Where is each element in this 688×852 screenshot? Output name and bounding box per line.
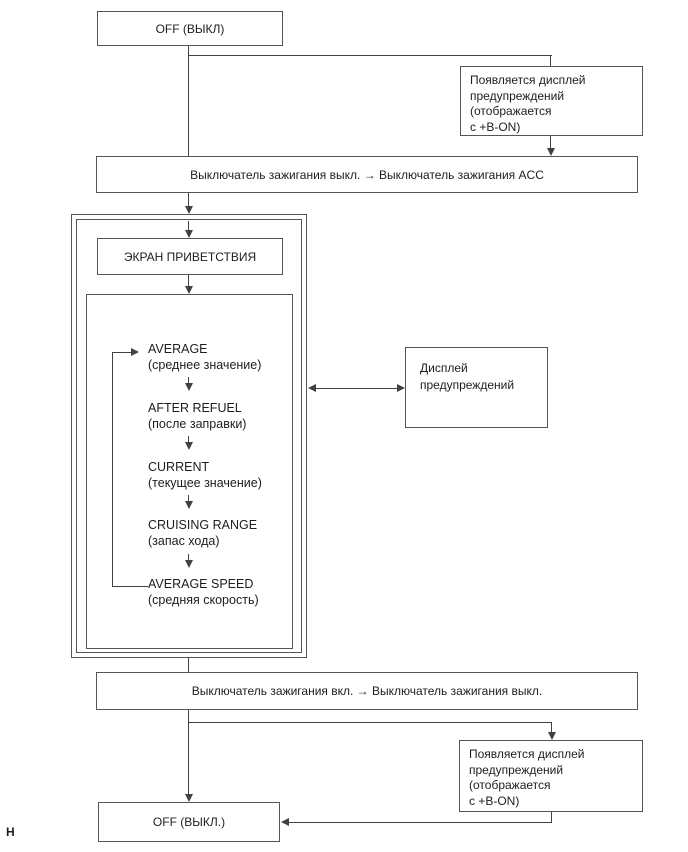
arrowhead-loop-to-average (131, 348, 139, 356)
connector-warning-to-off (289, 822, 552, 823)
connector-warning-bottom-down (551, 812, 552, 822)
mode-cruising-range-en: CRUISING RANGE (148, 518, 258, 532)
mode-item-current (148, 460, 262, 491)
mode-after-refuel-en: AFTER REFUEL (148, 401, 242, 415)
connector-branch-to-warning-top (188, 55, 552, 56)
mode-current-ru: (текущее значение) (148, 475, 262, 490)
arrowhead-bidir-left (308, 384, 316, 392)
connector-into-warning-top (550, 55, 551, 66)
page-marker: Н (6, 825, 15, 839)
transition-box-off-to-acc (96, 156, 638, 193)
mode-after-refuel-ru: (после заправки) (148, 416, 247, 431)
mode-current-en: CURRENT (148, 460, 210, 474)
loop-line-top (112, 352, 131, 353)
connector-transition1-to-container (188, 193, 189, 206)
welcome-screen-label: ЭКРАН ПРИВЕТСТВИЯ (123, 249, 257, 264)
mode-cruising-range-ru: (запас хода) (148, 533, 220, 548)
transition-label-off-to-acc: Выключатель зажигания выкл. → Выключатель зажигания ACC (190, 167, 544, 182)
mode-item-after-refuel (148, 401, 246, 432)
warning-note-box-bottom (459, 740, 643, 812)
warning-note-bottom-line3: с +B-ON) (469, 793, 520, 808)
connector-off-to-transition (188, 46, 189, 156)
arrowhead-mode-2-3 (185, 442, 193, 450)
mode-item-cruising-range (148, 518, 257, 549)
welcome-screen-box (97, 238, 283, 275)
arrowhead-into-off-right (281, 818, 289, 826)
loop-line-bottom (112, 586, 148, 587)
arrowhead-into-container (185, 206, 193, 214)
arrowhead-into-modes (185, 286, 193, 294)
state-box-off-bottom (98, 802, 280, 842)
connector-container-to-transition2 (188, 658, 189, 672)
warning-display-line2: предупреждений (420, 378, 515, 392)
mode-item-average (148, 342, 261, 373)
transition-label-on-to-off: Выключатель зажигания вкл. → Выключатель зажигания выкл. (191, 684, 543, 698)
warning-note-top-line1: Появляется дисплей (470, 73, 586, 87)
arrowhead-into-warning-bottom (548, 732, 556, 740)
state-label-off-top: OFF (ВЫКЛ) (155, 21, 225, 36)
warning-note-bottom-line1: Появляется дисплей (469, 747, 585, 761)
connector-into-warning-bottom (551, 722, 552, 732)
warning-note-top-line2: предупреждений (отображается (470, 88, 565, 118)
arrowhead-mode-1-2 (185, 383, 193, 391)
warning-note-top-line3: с +B-ON) (470, 119, 521, 134)
arrowhead-into-off-bottom (185, 794, 193, 802)
mode-average-speed-en: AVERAGE SPEED (148, 577, 254, 591)
mode-average-ru: (среднее значение) (148, 357, 262, 372)
state-label-off-bottom: OFF (ВЫКЛ.) (152, 815, 226, 829)
state-box-off-top (97, 11, 283, 46)
warning-note-bottom-line2: предупреждений (отображается (469, 762, 564, 792)
connector-branch-to-warning-bottom (188, 722, 552, 723)
mode-average-speed-ru: (средняя скорость) (148, 592, 259, 607)
warning-note-box-top (460, 66, 643, 136)
transition-box-on-to-off (96, 672, 638, 710)
warning-display-box (405, 347, 548, 428)
mode-item-average-speed (148, 577, 259, 608)
arrowhead-into-transition1 (547, 148, 555, 156)
arrowhead-bidir-right (397, 384, 405, 392)
connector-bidirectional-warning (315, 388, 398, 389)
warning-display-line1: Дисплей (420, 361, 468, 375)
loop-line-left (112, 352, 113, 586)
mode-average-en: AVERAGE (148, 342, 208, 356)
arrowhead-into-welcome (185, 230, 193, 238)
arrowhead-mode-4-5 (185, 560, 193, 568)
arrowhead-mode-3-4 (185, 501, 193, 509)
